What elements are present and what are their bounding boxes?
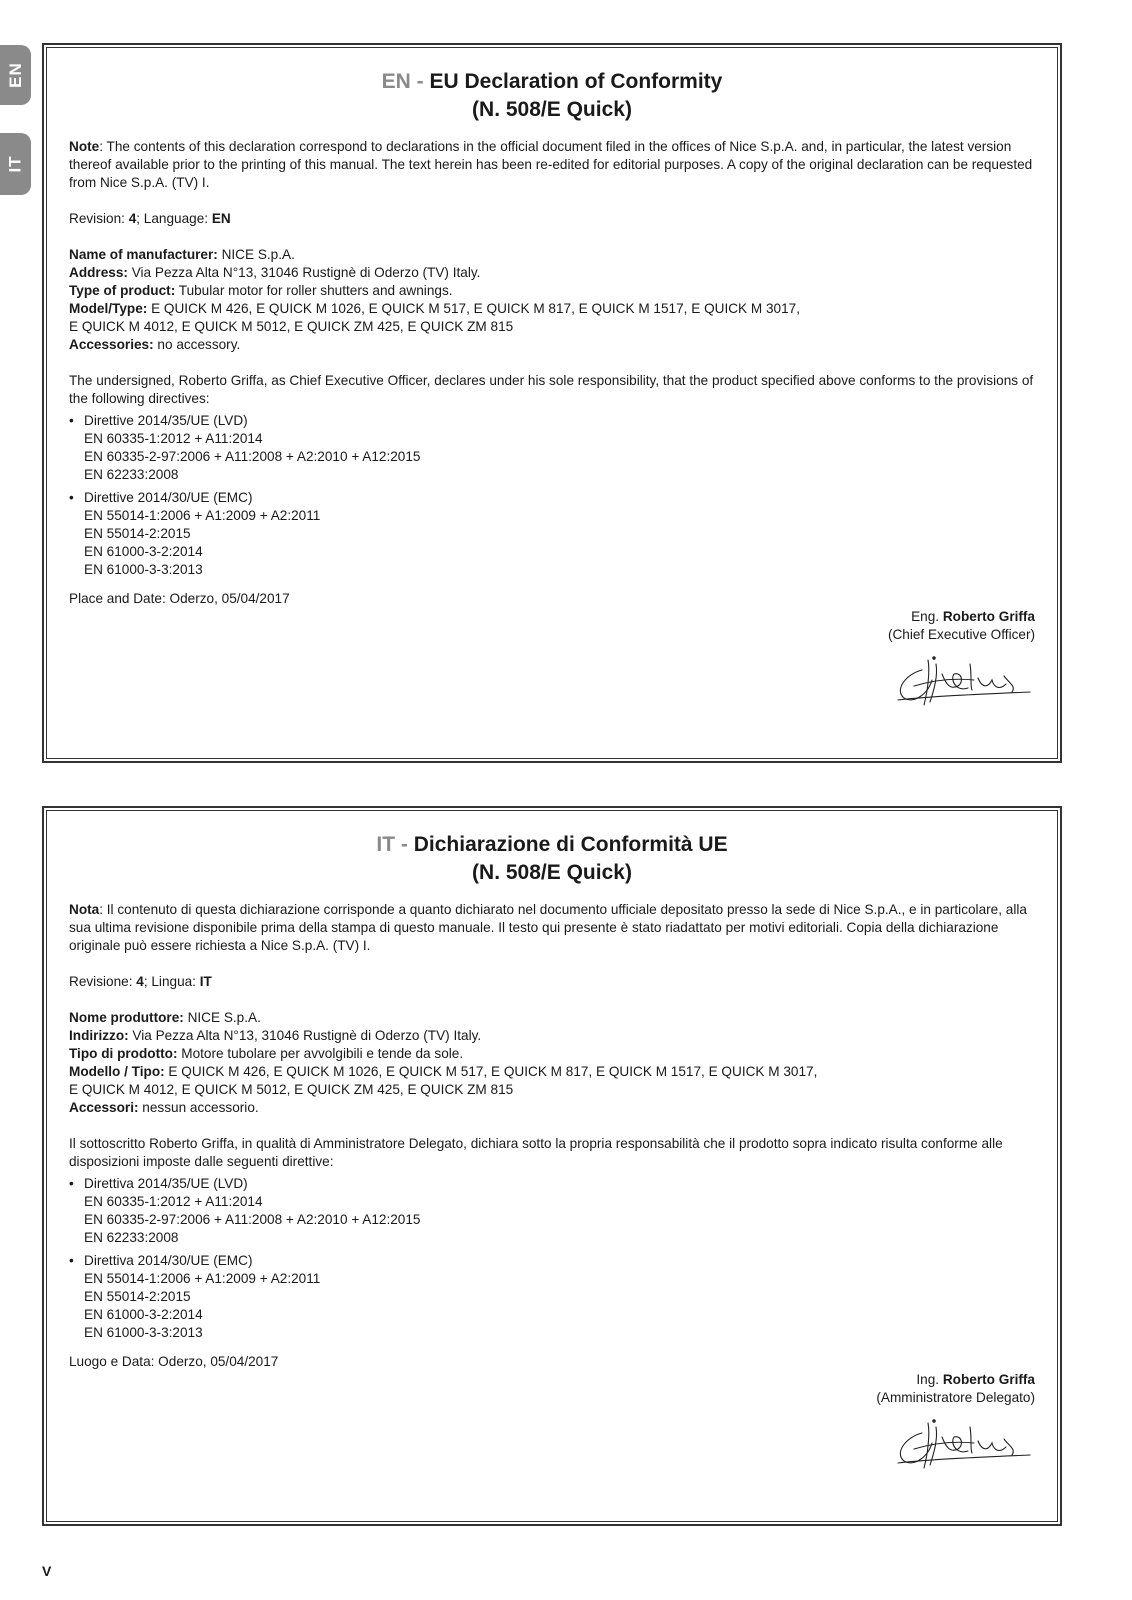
directive-item	[69, 1175, 1035, 1247]
signature-image	[884, 1413, 1034, 1471]
declaration-box-it	[42, 806, 1062, 1526]
signatory-block	[69, 608, 1035, 644]
model-line	[69, 1063, 1035, 1099]
signatory-title: Eng.	[911, 609, 943, 624]
manufacturer-label: Nome produttore:	[69, 1010, 184, 1025]
product-label: Type of product:	[69, 283, 176, 298]
standard: EN 55014-2:2015	[84, 526, 191, 541]
standard: EN 60335-1:2012 + A11:2014	[84, 431, 263, 446]
address-line	[69, 264, 1035, 282]
address-label: Indirizzo:	[69, 1028, 129, 1043]
accessories-label: Accessories:	[69, 337, 154, 352]
tab-en-label: EN	[5, 62, 25, 88]
directives-list	[69, 412, 1035, 579]
standard: EN 61000-3-3:2013	[84, 1325, 203, 1340]
signatory-name: Roberto Griffa	[942, 1372, 1035, 1387]
note-label: Note	[69, 139, 100, 154]
language-value: IT	[199, 974, 212, 989]
model-value-1: E QUICK M 426, E QUICK M 1026, E QUICK M 517, E QUICK M 817, E QUICK M 1517, E QUICK M 3017,	[164, 1064, 818, 1079]
tab-it[interactable]	[0, 133, 31, 195]
directive-name: • Direttive 2014/35/UE (LVD)	[84, 413, 248, 428]
place-date: Place and Date: Oderzo, 05/04/2017	[69, 591, 290, 606]
product-line	[69, 282, 1035, 300]
signatory-name: Roberto Griffa	[942, 609, 1035, 624]
place-date: Luogo e Data: Oderzo, 05/04/2017	[69, 1354, 279, 1369]
directive-item	[69, 412, 1035, 484]
revision-value: 4	[136, 974, 144, 989]
manufacturer-line	[69, 246, 1035, 264]
title-main: EU Declaration of Conformity	[429, 70, 723, 93]
tab-it-label: IT	[5, 155, 25, 173]
address-label: Address:	[69, 265, 128, 280]
standard: EN 61000-3-2:2014	[84, 544, 203, 559]
title-sub: (N. 508/E Quick)	[472, 861, 632, 884]
signature-image	[884, 650, 1034, 708]
standard: EN 55014-1:2006 + A1:2009 + A2:2011	[84, 1271, 321, 1286]
accessories-line	[69, 336, 1035, 354]
note-paragraph	[69, 138, 1035, 192]
manufacturer-value: NICE S.p.A.	[183, 1010, 261, 1025]
revision-value: 4	[128, 211, 137, 226]
revision-label: Revisione:	[69, 974, 137, 989]
signatory-role: (Amministratore Delegato)	[876, 1390, 1035, 1405]
accessories-value: nessun accessorio.	[138, 1100, 259, 1115]
manufacturer-value: NICE S.p.A.	[217, 247, 295, 262]
tab-en[interactable]	[0, 45, 31, 105]
standard: EN 55014-1:2006 + A1:2009 + A2:2011	[84, 508, 321, 523]
address-value: Via Pezza Alta N°13, 31046 Rustignè di Oderzo (TV) Italy.	[127, 265, 481, 280]
accessories-label: Accessori:	[69, 1100, 139, 1115]
page-number: V	[42, 1563, 52, 1579]
standard: EN 60335-2-97:2006 + A11:2008 + A2:2010 + A12:2015	[84, 1212, 421, 1227]
note-label: Nota	[69, 902, 100, 917]
address-line	[69, 1027, 1035, 1045]
declaration-text: The undersigned, Roberto Griffa, as Chief Executive Officer, declares under his sole responsibility, that the product specified above conforms to the provisions of the following directives:	[69, 373, 1034, 406]
lang-prefix: EN -	[381, 70, 424, 93]
directive-name: • Direttive 2014/30/UE (EMC)	[84, 490, 253, 505]
title-sub: (N. 508/E Quick)	[472, 98, 632, 121]
signatory-block	[69, 1371, 1035, 1407]
lang-prefix: IT -	[376, 833, 408, 856]
declaration-text: Il sottoscritto Roberto Griffa, in qualità di Amministratore Delegato, dichiara sotto la propria responsabilità che il prodotto sopra indicato risulta conforme alle disposizioni imposte dalle seguenti direttive:	[69, 1136, 1003, 1169]
model-line	[69, 300, 1035, 336]
accessories-value: no accessory.	[153, 337, 241, 352]
standard: EN 62233:2008	[84, 467, 179, 482]
language-value: EN	[211, 211, 231, 226]
address-value: Via Pezza Alta N°13, 31046 Rustignè di Oderzo (TV) Italy.	[128, 1028, 482, 1043]
product-value: Tubular motor for roller shutters and awnings.	[175, 283, 453, 298]
title-main: Dichiarazione di Conformità UE	[413, 833, 728, 856]
directive-name: • Direttiva 2014/35/UE (LVD)	[84, 1176, 248, 1191]
model-value-1: E QUICK M 426, E QUICK M 1026, E QUICK M 517, E QUICK M 817, E QUICK M 1517, E QUICK M 3017,	[147, 301, 801, 316]
product-line	[69, 1045, 1035, 1063]
standard: EN 60335-2-97:2006 + A11:2008 + A2:2010 + A12:2015	[84, 449, 421, 464]
note-text: : Il contenuto di questa dichiarazione corrisponde a quanto dichiarato nel documento ufficiale depositato presso la sede di Nice S.p.A., e in particolare, alla sua ultima revisione disponibile prima della stampa di questo manuale. Il testo qui presente è stato riadattato per motivi editoriali. Copia della dichiarazione originale può essere richiesta a Nice S.p.A. (TV) I.	[69, 902, 1027, 953]
model-value-2: E QUICK M 4012, E QUICK M 5012, E QUICK ZM 425, E QUICK ZM 815	[69, 1082, 514, 1097]
standard: EN 61000-3-3:2013	[84, 562, 203, 577]
standard: EN 62233:2008	[84, 1230, 179, 1245]
language-label: ; Lingua:	[143, 974, 200, 989]
manufacturer-label: Name of manufacturer:	[69, 247, 218, 262]
model-label: Model/Type:	[69, 301, 148, 316]
standard: EN 60335-1:2012 + A11:2014	[84, 1194, 263, 1209]
model-value-2: E QUICK M 4012, E QUICK M 5012, E QUICK ZM 425, E QUICK ZM 815	[69, 319, 514, 334]
declaration-box-en	[42, 43, 1062, 763]
declaration-title-it	[69, 831, 1035, 887]
revision-label: Revision:	[69, 211, 129, 226]
language-label: ; Language:	[136, 211, 212, 226]
product-label: Tipo di prodotto:	[69, 1046, 178, 1061]
declaration-title-en	[69, 68, 1035, 124]
revision-line	[69, 210, 1035, 228]
directive-item	[69, 1252, 1035, 1342]
standard: EN 55014-2:2015	[84, 1289, 191, 1304]
product-value: Motore tubolare per avvolgibili e tende da sole.	[177, 1046, 464, 1061]
standard: EN 61000-3-2:2014	[84, 1307, 203, 1322]
note-text: : The contents of this declaration correspond to declarations in the official document filed in the offices of Nice S.p.A. and, in particular, the latest version thereof available prior to the printing of this manual. The text herein has been re-edited for editorial purposes. A copy of the original declaration can be requested from Nice S.p.A. (TV) I.	[69, 139, 1033, 190]
directive-item	[69, 489, 1035, 579]
signatory-title: Ing.	[916, 1372, 943, 1387]
signatory-role: (Chief Executive Officer)	[887, 627, 1035, 642]
revision-line	[69, 973, 1035, 991]
manufacturer-line	[69, 1009, 1035, 1027]
note-paragraph	[69, 901, 1035, 955]
directive-name: • Direttiva 2014/30/UE (EMC)	[84, 1253, 253, 1268]
directives-list	[69, 1175, 1035, 1342]
model-label: Modello / Tipo:	[69, 1064, 165, 1079]
accessories-line	[69, 1099, 1035, 1117]
